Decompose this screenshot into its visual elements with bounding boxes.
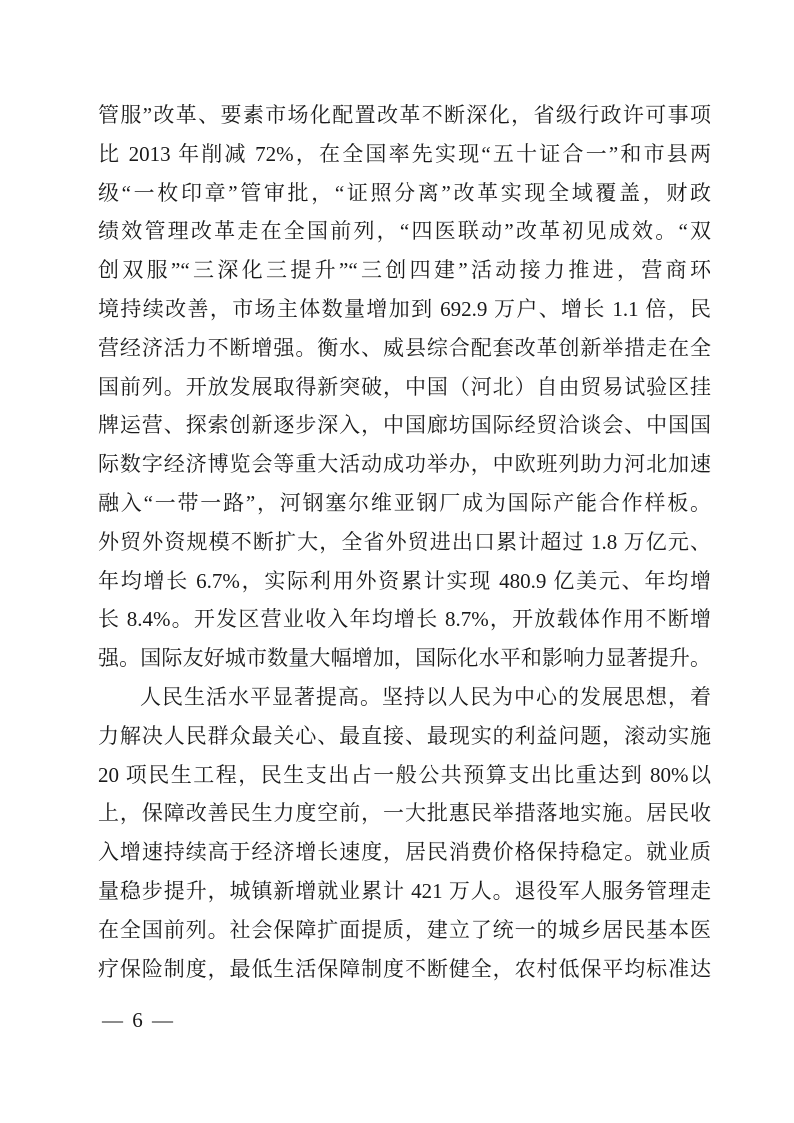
text-line: 疗保险制度，最低生活保障制度不断健全，农村低保平均标准达 [98,956,711,981]
text-line: 长 8.4%。开发区营业收入年均增长 8.7%，开放载体作用不断增 [98,607,711,632]
text-line: 绩效管理改革走在全国前列，“四医联动”改革初见成效。“双 [98,219,711,244]
text-line: 外贸外资规模不断扩大，全省外贸进出口累计超过 1.8 万亿元、 [98,529,711,554]
text-line: 创双服”“三深化三提升”“三创四建”活动接力推进，营商环 [98,258,711,283]
text-line: 际数字经济博览会等重大活动成功举办，中欧班列助力河北加速 [98,452,711,477]
text-line: 境持续改善，市场主体数量增加到 692.9 万户、增长 1.1 倍，民 [98,296,711,321]
text-line: 在全国前列。社会保障扩面提质，建立了统一的城乡居民基本医 [98,917,711,942]
text-line: 营经济活力不断增强。衡水、威县综合配套改革创新举措走在全 [98,335,711,360]
text-line: 级“一枚印章”管审批，“证照分离”改革实现全域覆盖，财政 [98,180,711,205]
text-line: 融入“一带一路”，河钢塞尔维亚钢厂成为国际产能合作样板。 [98,490,711,515]
text-line: 人民生活水平显著提高。坚持以人民为中心的发展思想，着 [140,684,711,709]
page-footer [102,1008,175,1033]
text-line: 力解决人民群众最关心、最直接、最现实的利益问题，滚动实施 [98,723,711,748]
text-line: 上，保障改善民生力度空前，一大批惠民举措落地实施。居民收 [98,801,711,826]
page-number: — 6 — [102,1008,175,1032]
text-line: 20 项民生工程，民生支出占一般公共预算支出比重达到 80%以 [98,762,711,787]
text-line: 量稳步提升，城镇新增就业累计 421 万人。退役军人服务管理走 [98,878,711,903]
text-line: 强。国际友好城市数量大幅增加，国际化水平和影响力显著提升。 [98,646,711,671]
text-line: 比 2013 年削减 72%，在全国率先实现“五十证合一”和市县两 [98,141,711,166]
text-line: 牌运营、探索创新逐步深入，中国廊坊国际经贸洽谈会、中国国 [98,413,711,438]
text-line: 国前列。开放发展取得新突破，中国（河北）自由贸易试验区挂 [98,374,711,399]
text-line: 年均增长 6.7%，实际利用外资累计实现 480.9 亿美元、年均增 [98,568,711,593]
text-line: 管服”改革、要素市场化配置改革不断深化，省级行政许可事项 [98,103,711,127]
body-text [98,96,711,988]
text-line: 入增速持续高于经济增长速度，居民消费价格保持稳定。就业质 [98,840,711,865]
